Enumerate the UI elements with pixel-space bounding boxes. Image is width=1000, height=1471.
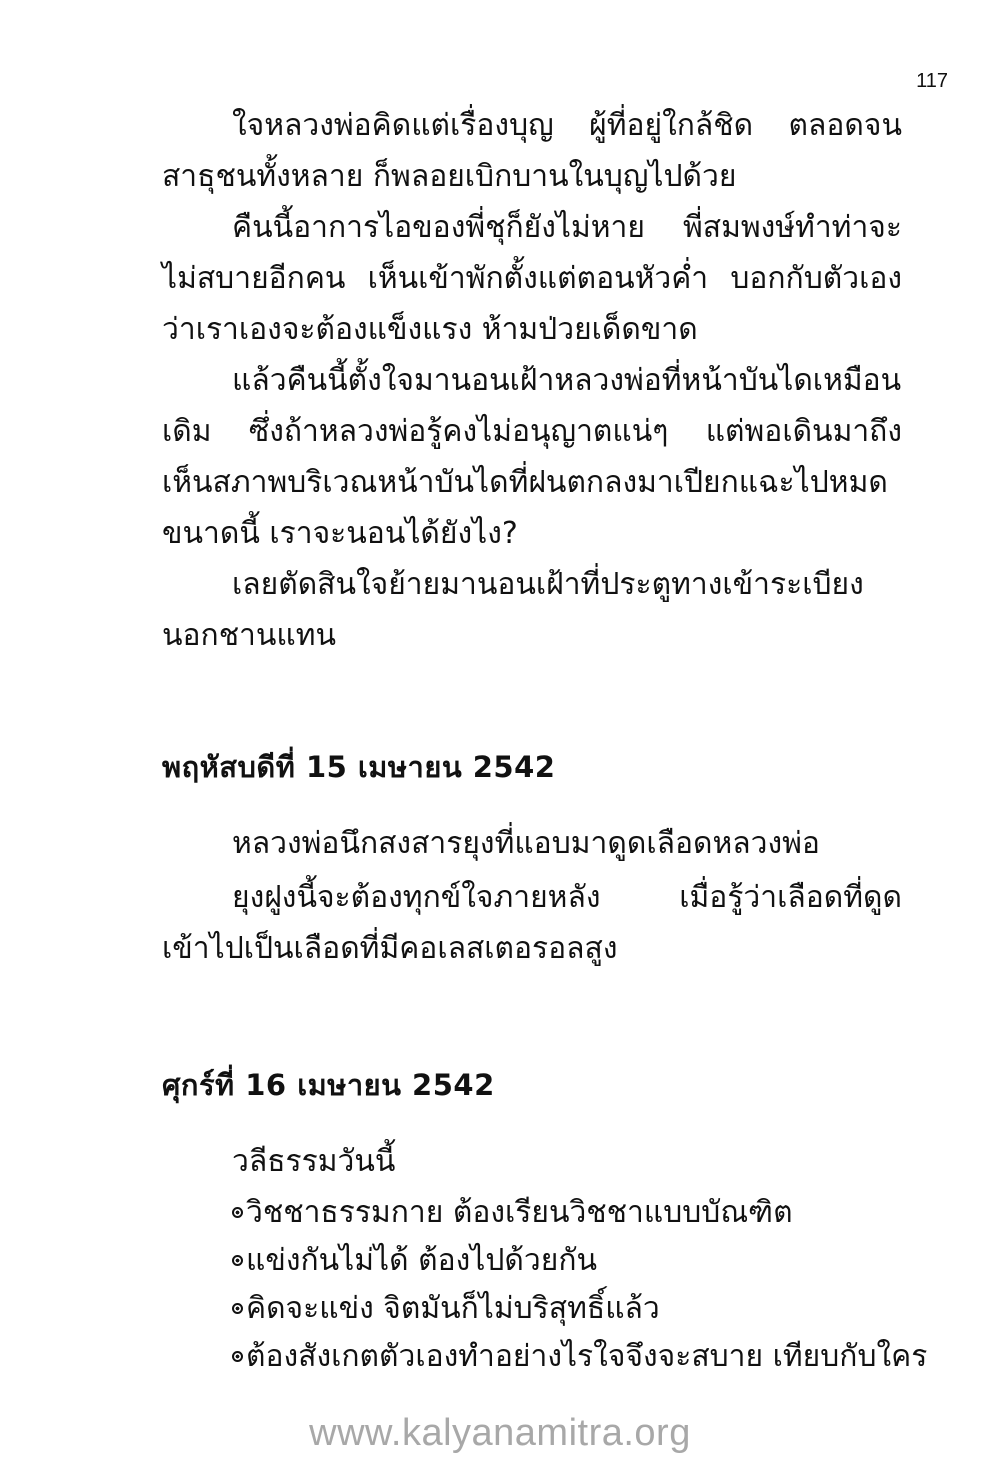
list-item [232, 1188, 932, 1236]
paragraph-move: เลยตัดสินใจย้ายมานอนเฝ้าที่ประตูทางเข้าระเบียงนอกชานแทน [162, 567, 864, 653]
list-item [232, 1284, 932, 1332]
heading-thursday: พฤหัสบดีที่ 15 เมษายน 2542 [162, 750, 556, 784]
circle-dot-icon [232, 1255, 243, 1266]
paragraph-merit: ใจหลวงพ่อคิดแต่เรื่องบุญ ผู้ที่อยู่ใกล้ชิด ตลอดจนสาธุชนทั้งหลาย ก็พลอยเบิกบานในบุญไปด้วย [162, 108, 902, 194]
line-mosquito: หลวงพ่อนึกสงสารยุงที่แอบมาดูดเลือดหลวงพ่อ [232, 826, 820, 861]
watermark-url: www.kalyanamitra.org [309, 1412, 691, 1454]
paragraph-cough: คืนนี้อาการไอของพี่ชุก็ยังไม่หาย พี่สมพงษ์ทำท่าจะไม่สบายอีกคน เห็นเข้าพักตั้งแต่ตอนหัวค่ำ บอกกับตัวเองว่าเราเองจะต้องแข็งแรง ห้ามป่วยเด็ดขาด [162, 210, 902, 347]
list-item [232, 1236, 932, 1284]
paragraph-mosquito-swarm: ยุงฝูงนี้จะต้องทุกข์ใจภายหลัง เมื่อรู้ว่าเลือดที่ดูดเข้าไปเป็นเลือดที่มีคอเลสเตอรอลสูง [162, 880, 902, 966]
page-number: 117 [916, 70, 948, 92]
list-item-text: ต้องสังเกตตัวเองทำอย่างไรใจจึงจะสบาย เทียบกับใคร [246, 1338, 928, 1374]
circle-dot-icon [232, 1303, 243, 1314]
paragraph-stairs: แล้วคืนนี้ตั้งใจมานอนเฝ้าหลวงพ่อที่หน้าบันไดเหมือนเดิม ซึ่งถ้าหลวงพ่อรู้คงไม่อนุญาตแน่ๆ แต่พอเดินมาถึง เห็นสภาพบริเวณหน้าบันไดที่ฝนตกลงมาเปียกแฉะไปหมดขนาดนี้ เราจะนอนได้ยังไง? [162, 363, 902, 551]
circle-dot-icon [232, 1351, 243, 1362]
list-item [232, 1332, 932, 1380]
dhamma-phrase-list [232, 1188, 932, 1380]
list-item-text: คิดจะแข่ง จิตมันก็ไม่บริสุทธิ์แล้ว [246, 1290, 660, 1326]
list-item-text: วิชชาธรรมกาย ต้องเรียนวิชชาแบบบัณฑิต [246, 1194, 793, 1230]
heading-friday: ศุกร์ที่ 16 เมษายน 2542 [162, 1068, 495, 1102]
list-item-text: แข่งกันไม่ได้ ต้องไปด้วยกัน [246, 1242, 597, 1278]
circle-dot-icon [232, 1207, 243, 1218]
phrase-intro: วลีธรรมวันนี้ [232, 1144, 396, 1179]
